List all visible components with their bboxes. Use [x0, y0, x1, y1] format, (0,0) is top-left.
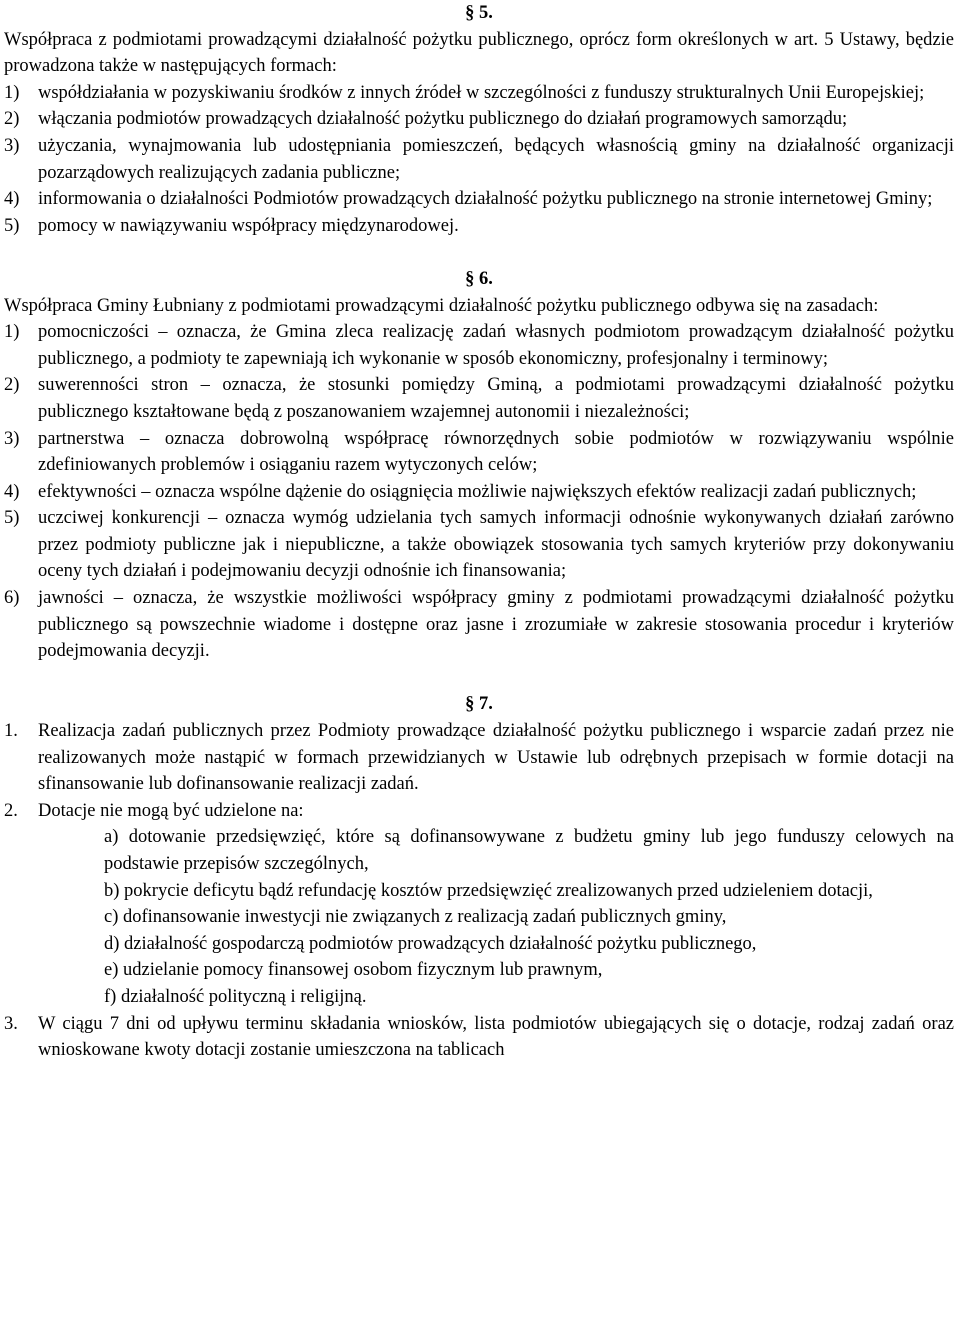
sub-item: c) dofinansowanie inwestycji nie związanych z realizacją zadań publicznych gminy, [104, 907, 727, 928]
item-number: 2. [4, 800, 18, 821]
item-number: 5) [4, 508, 20, 529]
item-number: 3) [4, 135, 20, 156]
item-number: 3. [4, 1013, 18, 1034]
item-text: użyczania, wynajmowania lub udostępniania pomieszczeń, będących własnością gminy na działalność organizacji pozarządowych realizujących zadania publiczne; [38, 135, 954, 183]
list-item [4, 505, 954, 585]
list-item [4, 80, 954, 107]
section-5-intro: Współpraca z podmiotami prowadzącymi działalność pożytku publicznego, oprócz form określonych w art. 5 Ustawy, będzie prowadzona także w następujących formach: [4, 29, 954, 77]
list-item [4, 718, 954, 798]
spacer [4, 665, 954, 692]
list-item [4, 133, 954, 186]
item-number: 1) [4, 322, 20, 343]
item-number: 4) [4, 481, 20, 502]
item-number: 6) [4, 588, 20, 609]
list-item [4, 372, 954, 425]
item-text: Dotacje nie mogą być udzielone na: [38, 800, 304, 821]
item-text: pomocy w nawiązywaniu współpracy międzynarodowej. [38, 215, 459, 236]
section-7-list [4, 718, 954, 1064]
sub-item: d) działalność gospodarczą podmiotów prowadzących działalność pożytku publicznego, [104, 933, 757, 954]
section-5-title: § 5. [465, 3, 493, 23]
item-number: 2) [4, 375, 20, 396]
list-item [4, 479, 954, 506]
item-number: 1) [4, 82, 20, 103]
item-text: partnerstwa – oznacza dobrowolną współpracę równorzędnych sobie podmiotów w rozwiązywaniu wspólnie zdefiniowanych problemów i osiąganiu razem wytyczonych celów; [38, 428, 954, 476]
section-6-intro: Współpraca Gminy Łubniany z podmiotami prowadzącymi działalność pożytku publicznego odbywa się na zasadach: [4, 295, 879, 316]
list-item [4, 186, 954, 213]
sub-item: a) dotowanie przedsięwzięć, które są dofinansowywane z budżetu gminy lub jego funduszy celowych na podstawie przepisów szczególnych, [104, 827, 954, 874]
item-text: informowania o działalności Podmiotów prowadzących działalność pożytku publicznego na stronie internetowej Gminy; [38, 189, 933, 210]
section-7-title: § 7. [465, 694, 493, 715]
section-5-list [4, 80, 954, 240]
item-text: Realizacja zadań publicznych przez Podmioty prowadzące działalność pożytku publicznego i wsparcie zadań przez nie realizowanych może nastąpić w formach przewidzianych w Ustawie lub odrębnych przepisach w formie dotacji na sfinansowanie lub dofinansowanie realizacji zadań. [38, 721, 954, 795]
item-number: 4) [4, 189, 20, 210]
list-item [4, 426, 954, 479]
item-text: suwerenności stron – oznacza, że stosunki pomiędzy Gminą, a podmiotami prowadzącymi działalność pożytku publicznego kształtowane będą z poszanowaniem wzajemnej autonomii i niezależności; [38, 375, 954, 422]
sub-item: b) pokrycie deficytu bądź refundację kosztów przedsięwzięć zrealizowanych przed udzieleniem dotacji, [104, 880, 873, 901]
item-text: jawności – oznacza, że wszystkie możliwości współpracy gminy z podmiotami prowadzącymi działalność pożytku publicznego są powszechnie wiadome i dostępne oraz jasne i zrozumiałe w zakresie stosowania procedur i kryteriów podejmowania decyzji. [38, 588, 954, 662]
list-item [4, 798, 954, 825]
item-text: włączania podmiotów prowadzących działalność pożytku publicznego do działań programowych samorządu; [38, 109, 848, 130]
list-item [4, 319, 954, 372]
item-text: efektywności – oznacza wspólne dążenie do osiągnięcia możliwie największych efektów realizacji zadań publicznych; [38, 481, 917, 502]
item-text: W ciągu 7 dni od upływu terminu składania wniosków, lista podmiotów ubiegających się o dotacje, rodzaj zadań oraz wnioskowane kwoty dotacji zostanie umieszczona na tablicach [38, 1013, 954, 1061]
item-number: 1. [4, 721, 18, 742]
section-6-list [4, 319, 954, 665]
section-6-title: § 6. [465, 268, 493, 289]
list-item [4, 1011, 954, 1064]
item-text: uczciwej konkurencji – oznacza wymóg udzielania tych samych informacji odnośnie wykonywanych działań zarówno przez podmioty publiczne jak i niepubliczne, a także obowiązek stosowania tych samych kryteriów przy dokonywaniu oceny tych działań i podejmowaniu decyzji odnośnie ich finansowania; [38, 508, 954, 582]
spacer [4, 239, 954, 266]
list-item [4, 213, 954, 240]
item-text: współdziałania w pozyskiwaniu środków z innych źródeł w szczególności z funduszy strukturalnych Unii Europejskiej; [38, 82, 925, 103]
sub-item: f) działalność polityczną i religijną. [104, 986, 367, 1007]
item-number: 2) [4, 109, 20, 130]
item-number: 5) [4, 215, 20, 236]
item-text: pomocniczości – oznacza, że Gmina zleca realizację zadań własnych podmiotom prowadzącym działalność pożytku publicznego, a podmioty te zapewniają ich wykonanie w sposób ekonomiczny, profesjonalny i terminowy; [38, 322, 954, 369]
list-item [4, 106, 954, 133]
sub-item: e) udzielanie pomocy finansowej osobom fizycznym lub prawnym, [104, 960, 603, 981]
list-item [4, 585, 954, 665]
item-number: 3) [4, 428, 20, 449]
